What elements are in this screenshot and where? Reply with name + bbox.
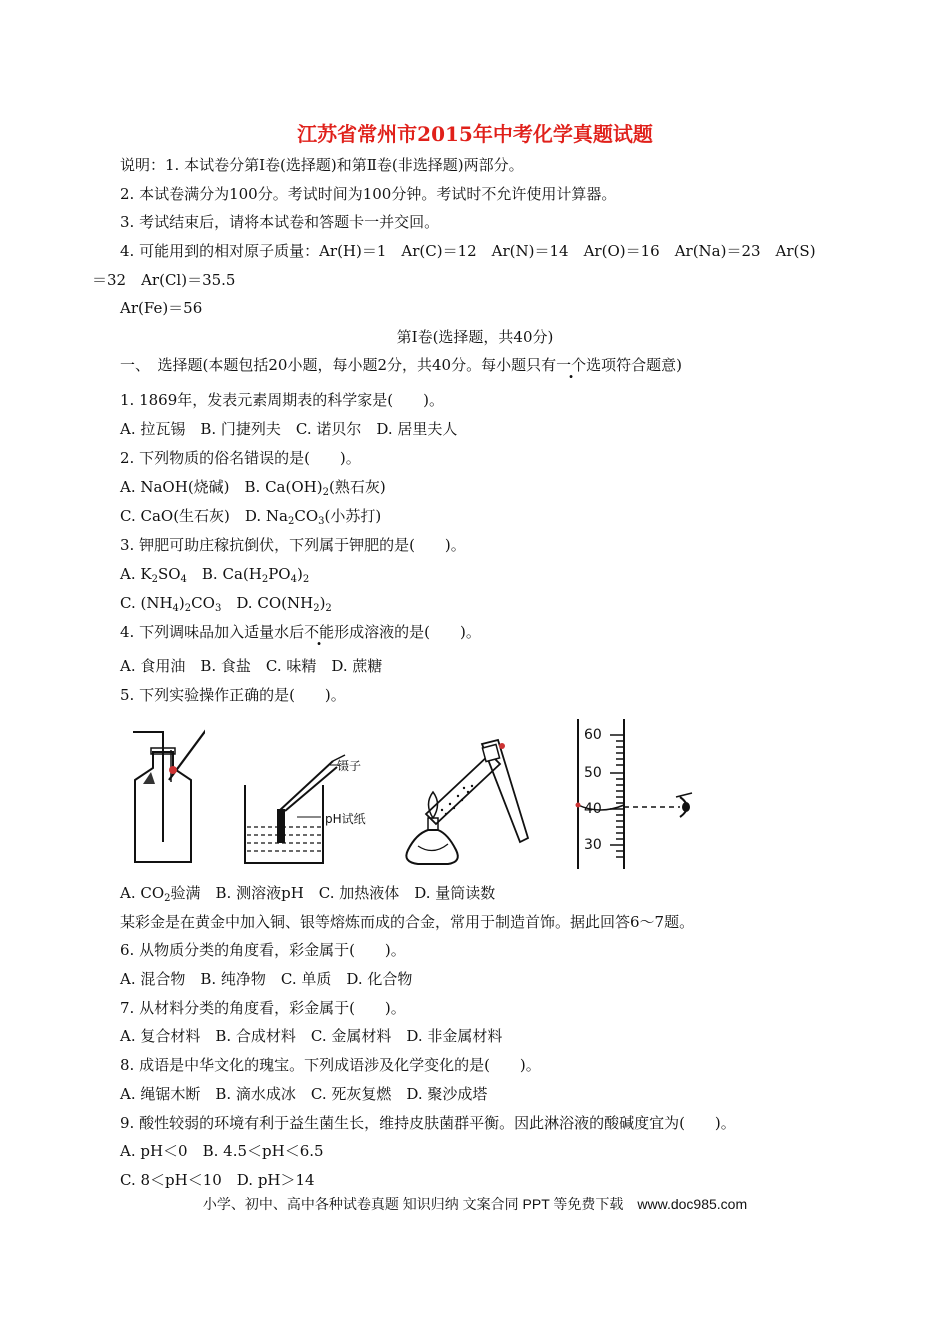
- section-title: 第Ⅰ卷(选择题，共40分): [396, 328, 554, 346]
- q8-stem: 8. 成语是中华文化的瑰宝。下列成语涉及化学变化的是( )。: [120, 1056, 541, 1074]
- page-title: 江苏省常州市2015年中考化学真题试题: [297, 122, 653, 146]
- q4-stem-a: 4. 下列调味品加入适量水后: [120, 623, 305, 641]
- cylinder-tick-40: 40: [584, 801, 602, 817]
- q6-options: A. 混合物 B. 纯净物 C. 单质 D. 化合物: [120, 970, 413, 988]
- q4-options: A. 食用油 B. 食盐 C. 味精 D. 蔗糖: [120, 657, 383, 675]
- cylinder-tick-50: 50: [584, 765, 602, 781]
- q1-stem: 1. 1869年，发表元素周期表的科学家是( )。: [120, 391, 444, 409]
- q9-stem: 9. 酸性较弱的环境有利于益生菌生长，维持皮肤菌群平衡。因此淋浴液的酸碱度宜为( )。: [120, 1114, 736, 1132]
- footer-link[interactable]: 小学、初中、高中各种试卷真题 知识归纳 文案合同 PPT 等免费下载 www.doc985.com: [202, 1196, 748, 1212]
- ph-paper-label: pH试纸: [325, 812, 366, 826]
- q5-opt-a: A. CO: [120, 884, 165, 902]
- q4-stem: [120, 622, 481, 642]
- passage: 某彩金是在黄金中加入铜、银等熔炼而成的合金，常用于制造首饰。据此回答6～7题。: [120, 913, 695, 931]
- q3-stem: 3. 钾肥可助庄稼抗倒伏，下列属于钾肥的是( )。: [120, 536, 466, 554]
- q8-options: A. 绳锯木断 B. 滴水成冰 C. 死灰复燃 D. 聚沙成塔: [120, 1085, 488, 1103]
- q3-options-2: C. $(NH_4)_2CO_3$ D. $CO(NH_2)_2$: [120, 594, 332, 614]
- note-2: 2. 本试卷满分为100分。考试时间为100分钟。考试时不允许使用计算器。: [120, 185, 617, 203]
- q2-opt-d-name: (小苏打): [324, 507, 382, 525]
- ph-test-figure: [235, 745, 385, 865]
- q3-d1: D. CO(NH: [221, 594, 314, 612]
- q7-options: A. 复合材料 B. 合成材料 C. 金属材料 D. 非金属材料: [120, 1027, 503, 1045]
- q1-options: A. 拉瓦锡 B. 门捷列夫 C. 诺贝尔 D. 居里夫人: [120, 420, 458, 438]
- q3-a1: A. K: [120, 565, 152, 583]
- q2-options-1: A. NaOH(烧碱) B. $Ca(OH)_2$(熟石灰): [120, 478, 386, 498]
- q7-stem: 7. 从材料分类的角度看，彩金属于( )。: [120, 999, 406, 1017]
- q5-stem: 5. 下列实验操作正确的是( )。: [120, 686, 346, 704]
- q3-c1: C. (NH: [120, 594, 173, 612]
- part-one-heading: [120, 355, 682, 375]
- q5-opt-rest: 验满 B. 测溶液pH C. 加热液体 D. 量筒读数: [170, 884, 496, 902]
- q3-options-1: A. $K_2SO_4$ B. $Ca(H_2PO_4)_2$: [120, 565, 310, 585]
- cylinder-tick-60: 60: [584, 727, 602, 743]
- q3-d2: ): [319, 594, 326, 612]
- q3-c2: ): [178, 594, 185, 612]
- note-1: 说明：1. 本试卷分第Ⅰ卷(选择题)和第Ⅱ卷(非选择题)两部分。: [120, 156, 524, 174]
- q2-stem: 2. 下列物质的俗名错误的是( )。: [120, 449, 361, 467]
- tweezers-label: 镊子: [337, 759, 362, 773]
- q2-opt-d: CO: [294, 507, 319, 525]
- note-4-cont: ＝32 Ar(Cl)＝35.5: [92, 271, 236, 289]
- q4-stem-emph: 不能: [304, 623, 335, 641]
- q2-opt-a: A. NaOH(烧碱) B. Ca(OH): [120, 478, 323, 496]
- part-one-tail: 选项符合题意): [586, 356, 682, 374]
- q6-stem: 6. 从物质分类的角度看，彩金属于( )。: [120, 941, 406, 959]
- q9-options-1: A. pH＜0 B. 4.5＜pH＜6.5: [120, 1142, 324, 1160]
- note-4: 4. 可能用到的相对原子质量：Ar(H)＝1 Ar(C)＝12 Ar(N)＝14 Ar(O)＝16 Ar(Na)＝23 Ar(S): [120, 242, 816, 260]
- q2-opt-c: C. CaO(生石灰) D. Na: [120, 507, 288, 525]
- q5-options: A. $CO_2$验满 B. 测溶液pH C. 加热液体 D. 量筒读数: [120, 884, 496, 904]
- q2-options-2: C. CaO(生石灰) D. $Na_2CO_3$(小苏打): [120, 507, 382, 527]
- co2-bottle-figure: [125, 722, 205, 867]
- q4-stem-b: 形成溶液的是( )。: [334, 623, 481, 641]
- part-one-lead: 一、 选择题(本题包括20小题，每小题2分，共40分。每小题只有: [120, 356, 557, 374]
- cylinder-tick-30: 30: [584, 837, 602, 853]
- q3-c3: CO: [191, 594, 215, 612]
- q2-opt-b: (熟石灰): [328, 478, 386, 496]
- part-one-emph: 一个: [556, 356, 587, 374]
- q3-b2: PO: [268, 565, 291, 583]
- note-3: 3. 考试结束后，请将本试卷和答题卡一并交回。: [120, 213, 440, 231]
- q3-a2: SO: [157, 565, 181, 583]
- q9-options-2: C. 8＜pH＜10 D. pH＞14: [120, 1171, 315, 1189]
- note-5: Ar(Fe)＝56: [120, 299, 203, 317]
- q3-b1: B. Ca(H: [186, 565, 262, 583]
- q3-b3: ): [296, 565, 303, 583]
- heating-liquid-figure: [398, 738, 538, 868]
